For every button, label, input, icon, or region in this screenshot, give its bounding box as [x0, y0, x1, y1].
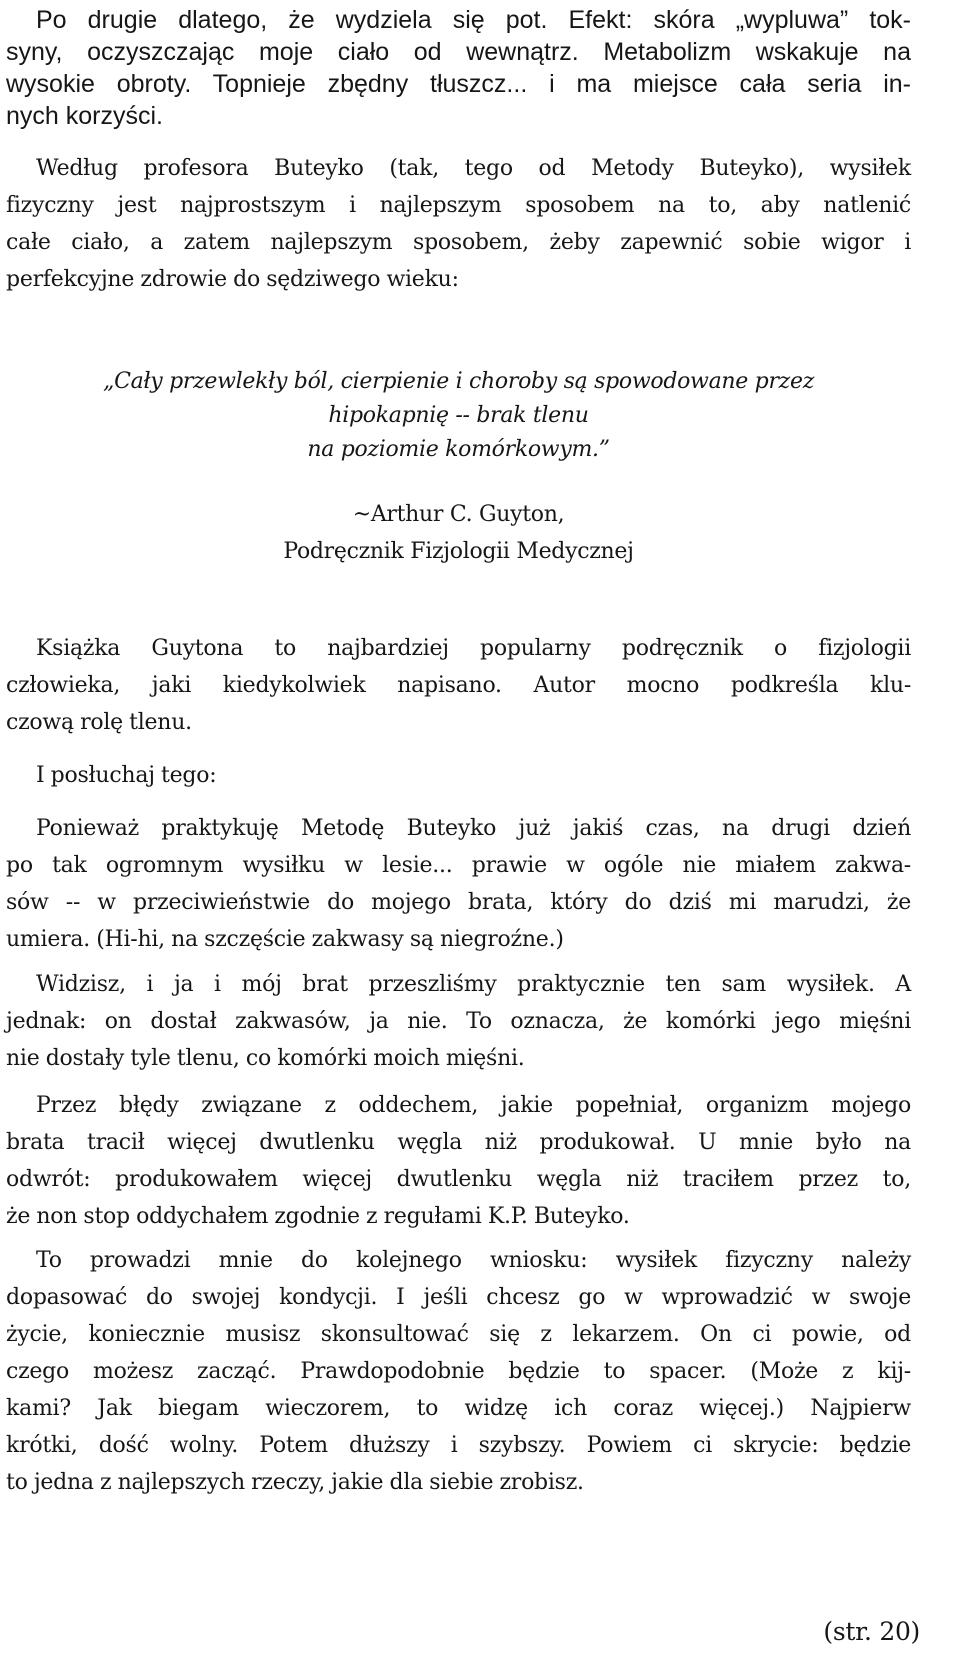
text-line: odwrót: produkowałem więcej dwutlenku węgla niż traciłem przez to, — [6, 1167, 911, 1192]
quote-line: hipokapnię -- brak tlenu — [328, 403, 589, 428]
attribution-source: Podręcznik Fizjologii Medycznej — [283, 539, 634, 564]
text-line: Według profesora Buteyko (tak, tego od Metody Buteyko), wysiłek — [36, 156, 911, 181]
page-number: (str. 20) — [823, 1617, 920, 1646]
text-line: po tak ogromnym wysiłku w lesie... prawie w ogóle nie miałem zakwa- — [6, 853, 911, 878]
text-line: Przez błędy związane z oddechem, jakie popełniał, organizm mojego — [36, 1093, 911, 1118]
quote-line: „Cały przewlekły ból, cierpienie i choroby są spowodowane przez — [103, 369, 814, 394]
text-line: brata tracił więcej dwutlenku węgla niż produkował. U mnie było na — [6, 1130, 911, 1155]
text-line: fizyczny jest najprostszym i najlepszym sposobem na to, aby natlenić — [6, 193, 911, 218]
block-quote — [6, 365, 911, 467]
text-line: że non stop oddychałem zgodnie z regułami K.P. Buteyko. — [6, 1204, 630, 1229]
text-line: czową rolę tlenu. — [6, 710, 192, 735]
text-line: To prowadzi mnie do kolejnego wniosku: wysiłek fizyczny należy — [36, 1248, 911, 1273]
text-line: kami? Jak biegam wieczorem, to widzę ich coraz więcej.) Najpierw — [6, 1396, 911, 1421]
text-line: życie, koniecznie musisz skonsultować się z lekarzem. On ci powie, od — [6, 1322, 911, 1347]
quote-line: na poziomie komórkowym.” — [307, 437, 610, 462]
text-line: nie dostały tyle tlenu, co komórki moich mięśni. — [6, 1046, 525, 1071]
text-line: dopasować do swojej kondycji. I jeśli chcesz go w wprowadzić w swoje — [6, 1285, 911, 1310]
paragraph-same-effort — [6, 966, 911, 1077]
attribution-author: ~Arthur C. Guyton, — [352, 502, 565, 527]
text-line: syny, oczyszczając moje ciało od wewnątrz. Metabolizm wskakuje na — [6, 38, 911, 66]
text-line: to jedna z najlepszych rzeczy, jakie dla siebie zrobisz. — [6, 1470, 584, 1495]
paragraph-breathing-errors — [6, 1087, 911, 1235]
text-line: czego możesz zacząć. Prawdopodobnie będzie to spacer. (Może z kij- — [6, 1359, 911, 1384]
quote-attribution — [6, 496, 911, 570]
text-line: Ponieważ praktykuję Metodę Buteyko już jakiś czas, na drugi dzień — [36, 816, 911, 841]
text-line: Po drugie dlatego, że wydziela się pot. Efekt: skóra „wypluwa” tok- — [36, 6, 911, 34]
text-line: sów -- w przeciwieństwie do mojego brata, który do dziś mi marudzi, że — [6, 890, 911, 915]
text-line: perfekcyjne zdrowie do sędziwego wieku: — [6, 267, 459, 292]
text-line: nych korzyści. — [6, 102, 163, 130]
text-line: jednak: on dostał zakwasów, ja nie. To oznacza, że komórki jego mięśni — [6, 1009, 911, 1034]
text-line: całe ciało, a zatem najlepszym sposobem, żeby zapewnić sobie wigor i — [6, 230, 911, 255]
paragraph-conclusion — [6, 1242, 911, 1501]
paragraph-listen — [6, 757, 911, 794]
text-line: I posłuchaj tego: — [36, 763, 217, 788]
paragraph-buteyko-exercise — [6, 150, 911, 298]
paragraph-sweat-effects — [6, 4, 911, 132]
text-line: człowieka, jaki kiedykolwiek napisano. Autor mocno podkreśla klu- — [6, 673, 911, 698]
text-line: Książka Guytona to najbardziej popularny podręcznik o fizjologii — [36, 636, 911, 661]
text-line: umiera. (Hi-hi, na szczęście zakwasy są niegroźne.) — [6, 927, 564, 952]
text-line: wysokie obroty. Topnieje zbędny tłuszcz... i ma miejsce cała seria in- — [6, 70, 911, 98]
text-line: krótki, dość wolny. Potem dłuższy i szybszy. Powiem ci skrycie: będzie — [6, 1433, 911, 1458]
paragraph-sore-muscles — [6, 810, 911, 958]
paragraph-guyton-book — [6, 630, 911, 741]
text-line: Widzisz, i ja i mój brat przeszliśmy praktycznie ten sam wysiłek. A — [36, 972, 911, 997]
